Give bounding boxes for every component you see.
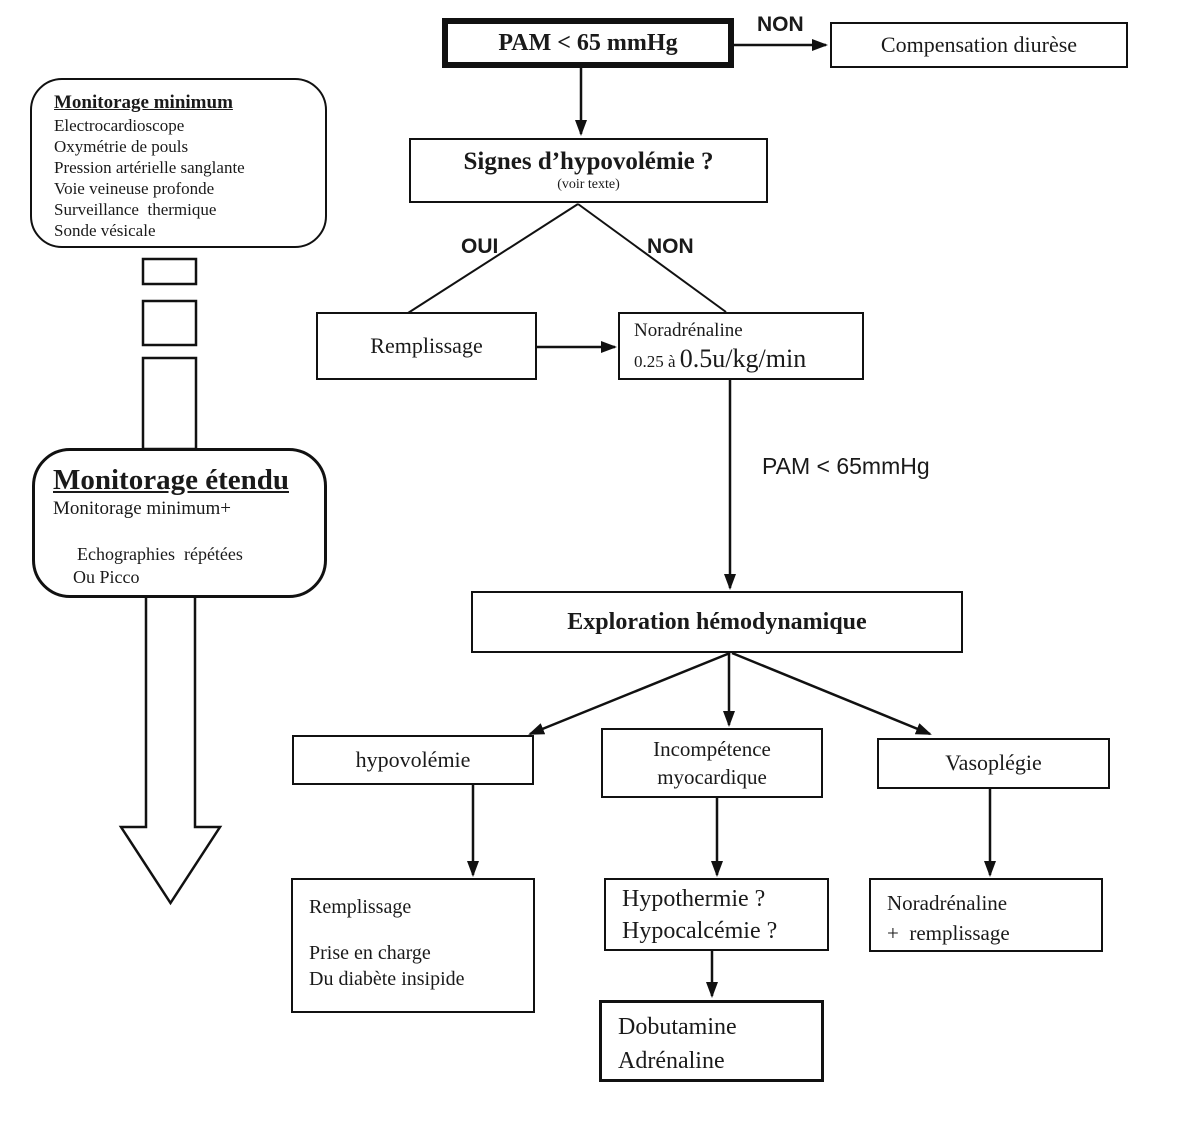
node-dobutamine — [599, 1000, 824, 1082]
node-remplissage2-line3: Du diabète insipide — [309, 968, 465, 990]
node-remplissage-label: Remplissage — [370, 332, 483, 358]
node-compensation-label: Compensation diurèse — [880, 31, 1078, 57]
node-noradrenaline-line1: Noradrénaline — [634, 320, 743, 341]
label-pam-mid: PAM < 65mmHg — [762, 453, 930, 479]
node-noradrenaline2-line2: + remplissage — [887, 921, 1010, 946]
panel-monitorage-etendu-title: Monitorage étendu — [53, 464, 289, 496]
node-remplissage2-line1: Remplissage — [309, 896, 412, 918]
node-exploration — [471, 591, 963, 653]
arrow-exploration-to-vasoplegie — [732, 653, 930, 734]
node-noradrenaline-dose — [634, 343, 806, 374]
node-incompetence-line2: myocardique — [657, 765, 767, 789]
node-noradrenaline2-line1: Noradrénaline — [887, 891, 1008, 915]
monitorage-minimum-item: Oxymétrie de pouls — [54, 136, 189, 156]
monitorage-minimum-item: Pression artérielle sanglante — [54, 157, 245, 177]
panel-monitorage-etendu-subtitle: Monitorage minimum+ — [53, 497, 232, 519]
node-hypothermie — [604, 878, 829, 951]
big-down-arrow — [121, 598, 220, 903]
node-vasoplegie — [877, 738, 1110, 789]
node-hypovolemie — [292, 735, 534, 785]
panel-monitorage-etendu — [32, 448, 327, 598]
node-dobutamine-line1: Dobutamine — [618, 1014, 737, 1040]
node-remplissage — [316, 312, 537, 380]
label-non-top: NON — [757, 13, 804, 36]
monitorage-minimum-item: Sonde vésicale — [54, 221, 156, 241]
node-signes-title: Signes d’hypovolémie ? — [463, 148, 714, 176]
node-remplissage2 — [291, 878, 535, 1013]
node-dobutamine-line2: Adrénaline — [618, 1047, 725, 1074]
node-hypothermie-line2: Hypocalcémie ? — [622, 918, 778, 945]
node-vasoplegie-label: Vasoplégie — [945, 750, 1042, 776]
node-noradrenaline-dose-large: 0.5u/kg/min — [679, 343, 807, 373]
node-pam-label: PAM < 65 mmHg — [498, 29, 678, 56]
monitorage-etendu-item: Ou Picco — [73, 566, 140, 587]
monitorage-minimum-item: Voie veineuse profonde — [54, 179, 215, 199]
node-compensation — [830, 22, 1128, 68]
panel-monitorage-minimum — [30, 78, 327, 248]
node-signes-subtitle: (voir texte) — [557, 177, 620, 193]
panel-monitorage-minimum-title: Monitorage minimum — [54, 92, 233, 113]
node-signes — [409, 138, 768, 203]
monitorage-minimum-item: Electrocardioscope — [54, 115, 185, 135]
label-non-mid: NON — [647, 235, 694, 258]
segment-arrow-part-3 — [143, 358, 196, 449]
segment-arrow-part-2 — [143, 301, 196, 345]
monitorage-minimum-item: Surveillance thermique — [54, 200, 217, 220]
node-pam — [442, 18, 734, 68]
node-remplissage2-line2: Prise en charge — [309, 942, 431, 964]
node-incompetence-line1: Incompétence — [653, 736, 771, 761]
node-noradrenaline2 — [869, 878, 1103, 952]
node-hypothermie-line1: Hypothermie ? — [622, 886, 766, 912]
arrow-exploration-to-hypovolemie — [530, 653, 730, 734]
node-exploration-label: Exploration hémodynamique — [567, 608, 867, 635]
node-noradrenaline-dose-small: 0.25 à — [634, 351, 680, 371]
monitorage-etendu-item: Echographies répétées — [77, 543, 243, 564]
label-oui: OUI — [461, 235, 499, 258]
node-noradrenaline — [618, 312, 864, 380]
node-hypovolemie-label: hypovolémie — [355, 746, 471, 772]
segment-arrow-part-1 — [143, 259, 196, 284]
node-incompetence — [601, 728, 823, 798]
